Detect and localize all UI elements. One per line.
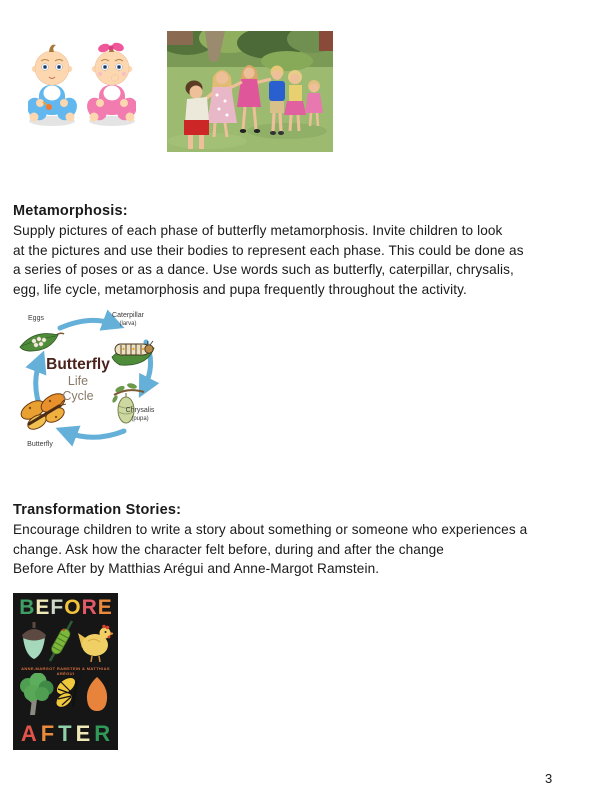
- book-title-letter: O: [64, 596, 81, 619]
- book-title-letter: T: [58, 721, 72, 746]
- book-title-letter: R: [81, 596, 97, 619]
- children-playing-photo: [167, 31, 333, 152]
- chrysalis-sublabel: (pupa): [131, 416, 149, 422]
- transformation-line: Encourage children to write a story about something or someone who experiences a: [13, 522, 528, 537]
- caterpillar-illustration: [112, 341, 154, 365]
- hen-illustration: [78, 625, 113, 662]
- twin-babies-illustration: [28, 40, 136, 128]
- butterfly-illustration-book: [53, 674, 81, 710]
- eggs-label: Eggs: [28, 315, 44, 322]
- transformation-heading: Transformation Stories:: [13, 502, 182, 518]
- cycle-title-line1: Butterfly: [46, 356, 110, 373]
- book-title-letter: B: [19, 596, 35, 619]
- tree-illustration: [20, 673, 54, 715]
- transformation-line: Before After by Matthias Arégui and Anne-Margot Ramstein.: [13, 561, 380, 576]
- book-title-letter: E: [75, 721, 91, 746]
- page-number: 3: [545, 771, 553, 786]
- metamorphosis-line: a series of poses or as a dance. Use words such as butterfly, caterpillar, chrysalis,: [13, 262, 514, 277]
- book-author-line: ANNE-MARGOT RAMSTEIN & MATTHIAS ARÉGUI: [21, 666, 110, 676]
- butterfly-label: Butterfly: [27, 441, 53, 448]
- cycle-title-line2: Life: [67, 374, 89, 388]
- acorn-illustration: [22, 622, 46, 659]
- baby-girl: [83, 41, 136, 126]
- book-title-after: [13, 723, 118, 745]
- caterpillar-label: Caterpillar: [112, 312, 144, 319]
- book-art-top-row: [18, 620, 113, 662]
- transformation-line: change. Ask how the character felt before, during and after the change: [13, 541, 444, 557]
- book-title-letter: F: [50, 596, 64, 619]
- metamorphosis-heading: Metamorphosis:: [13, 203, 128, 219]
- metamorphosis-line: Supply pictures of each phase of butterfly metamorphosis. Invite children to look: [13, 223, 503, 238]
- chrysalis-label: Chrysalis: [125, 407, 155, 414]
- book-title-letter: F: [40, 721, 55, 746]
- transformation-section: [13, 500, 588, 579]
- book-title-letter: E: [97, 596, 112, 619]
- metamorphosis-section: [13, 201, 588, 299]
- butterfly-life-cycle-diagram: [14, 307, 162, 449]
- rattle-icon: [46, 104, 52, 110]
- cycle-title-line3: Cycle: [62, 389, 94, 403]
- caterpillar-on-stem-illustration: [50, 621, 72, 661]
- before-after-book-cover: [13, 593, 118, 750]
- butterfly-illustration: [18, 390, 68, 432]
- book-title-letter: E: [35, 596, 50, 619]
- book-title-letter: R: [94, 721, 111, 746]
- book-title-letter: A: [20, 721, 37, 746]
- baby-boy: [28, 45, 81, 126]
- caterpillar-sublabel: (larva): [119, 321, 137, 327]
- metamorphosis-line: egg, life cycle, metamorphosis and pupa frequently throughout the activity.: [13, 281, 467, 297]
- cycle-labels: [27, 312, 155, 448]
- metamorphosis-line: at the pictures and use their bodies to represent each phase. This could be done as: [13, 242, 524, 258]
- eggs-illustration: [20, 333, 64, 351]
- book-art-bottom-row: [18, 673, 113, 717]
- book-title-before: [13, 597, 118, 618]
- egg-illustration: [87, 677, 107, 711]
